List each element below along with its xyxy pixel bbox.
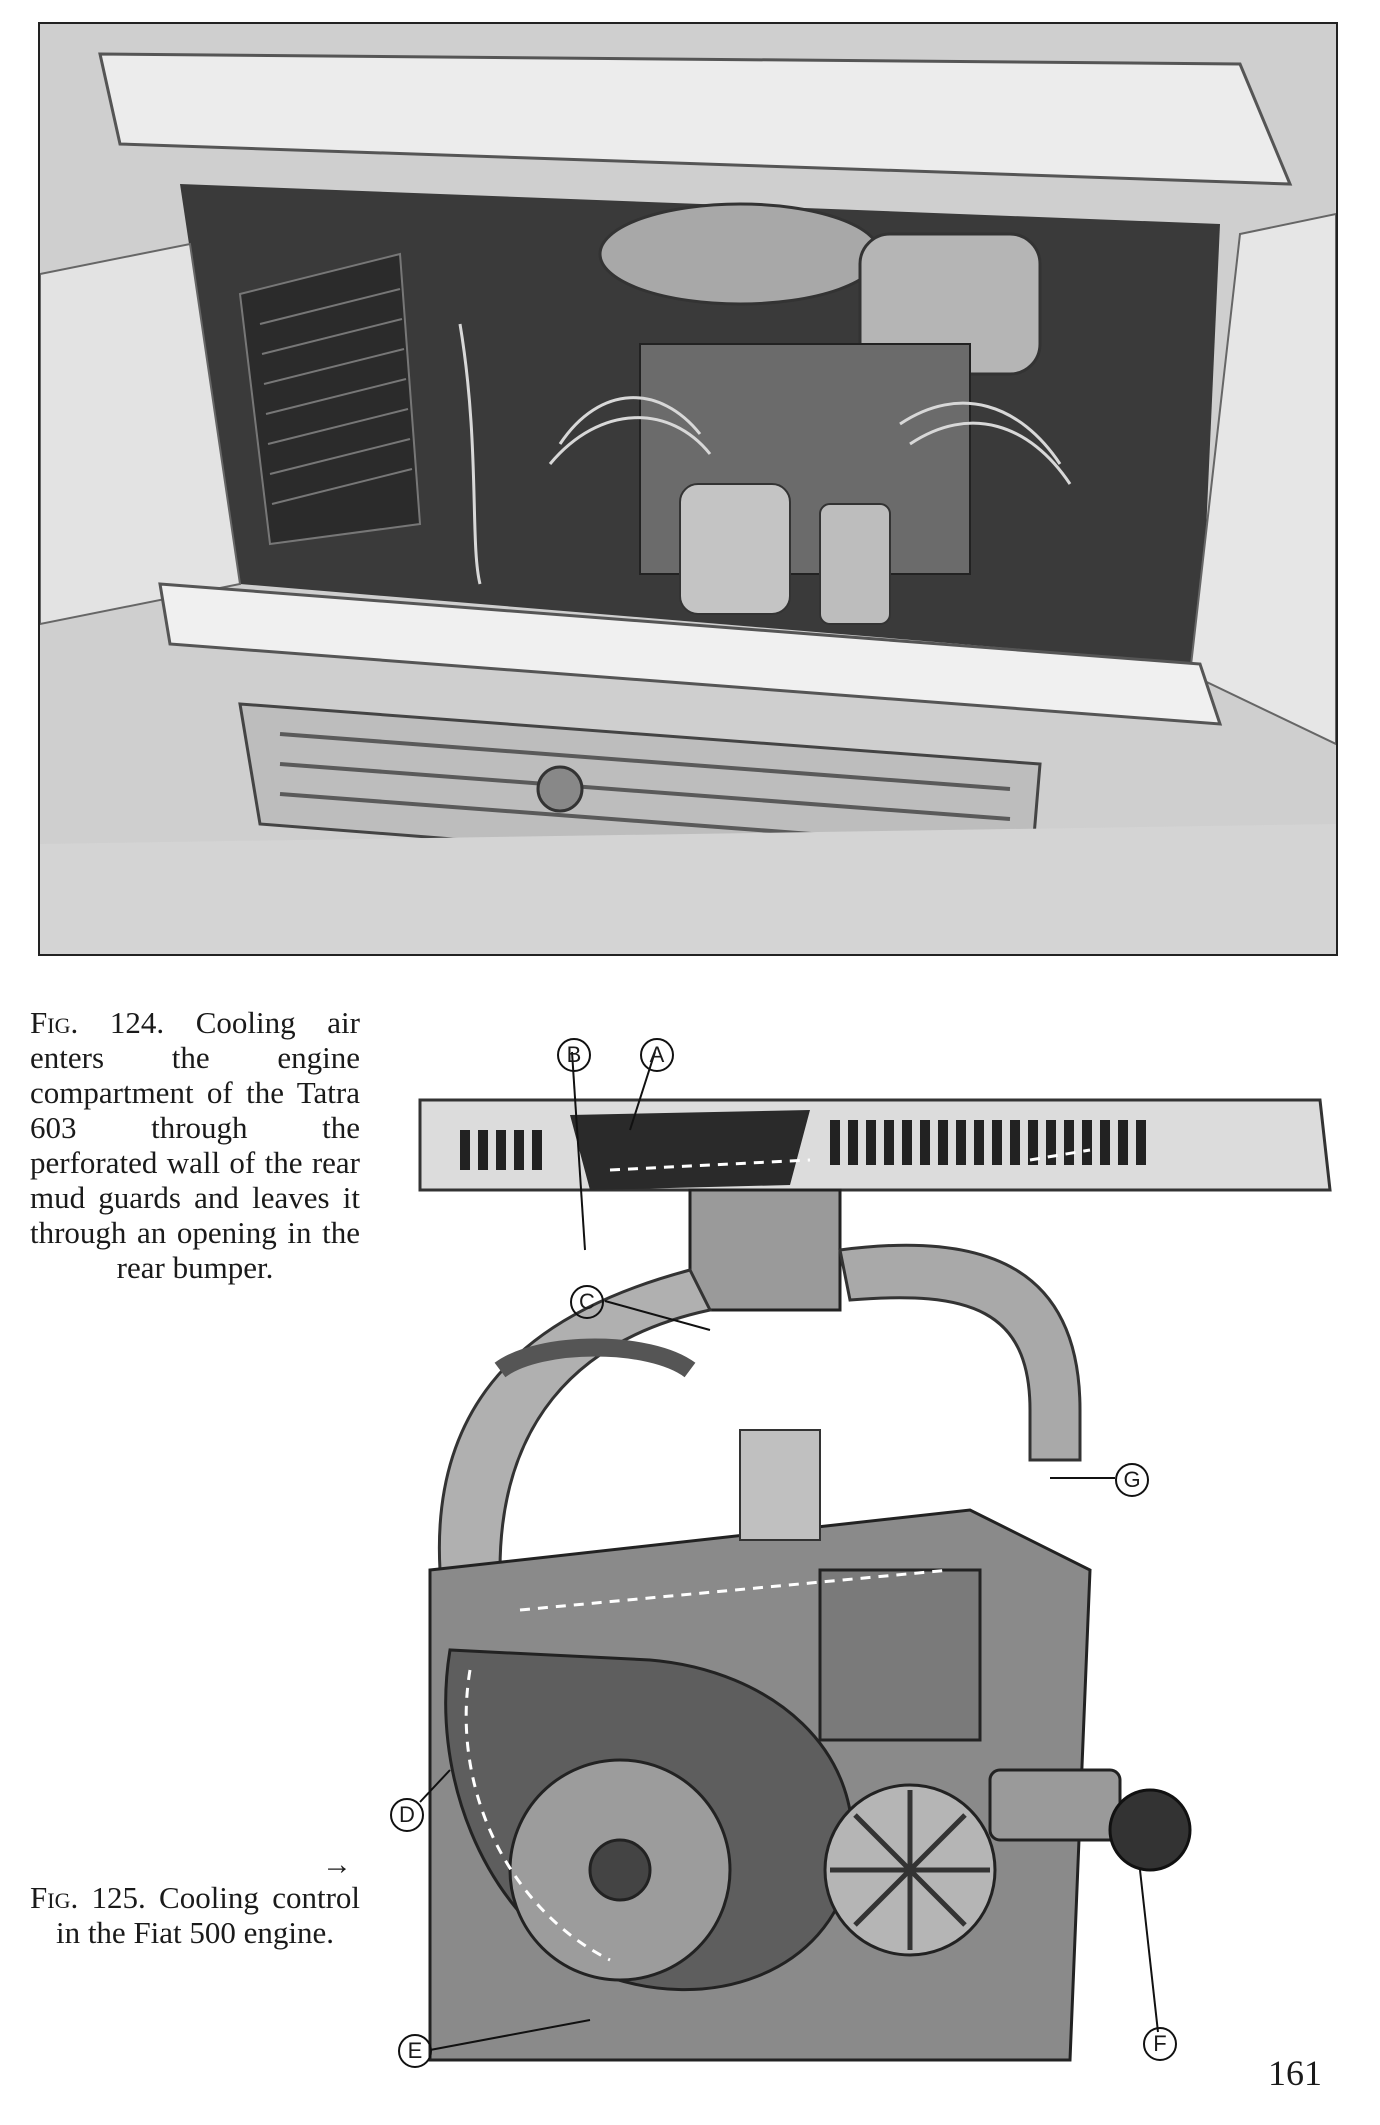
callout-a	[640, 1038, 674, 1072]
callout-c-label: C	[579, 1289, 595, 1314]
callout-d-label: D	[399, 1802, 415, 1827]
arrow-right-icon: →	[322, 1848, 352, 1881]
page-number: 161	[1268, 2053, 1322, 2093]
fiat-engine-diagram	[390, 1010, 1350, 2080]
figure-125-caption	[30, 1880, 360, 1950]
callout-g-label: G	[1123, 1467, 1141, 1492]
callout-d	[390, 1798, 424, 1832]
callout-f-label: F	[1153, 2031, 1167, 2056]
callout-f	[1143, 2027, 1177, 2061]
figure-124-prefix: Fig.	[30, 1005, 79, 1040]
callout-b-label: B	[566, 1042, 582, 1067]
callout-b	[557, 1038, 591, 1072]
tatra-engine-photo	[38, 22, 1338, 956]
figure-125-prefix: Fig.	[30, 1880, 79, 1915]
callout-e	[398, 2034, 432, 2068]
callout-a-label: A	[649, 1042, 665, 1067]
figure-124-text: 124. Cooling air enters the engine compartment of the Tatra 603 through the perforated wall of the rear mud guards and leaves it through an opening in the rear bumper.	[30, 1005, 360, 1285]
figure-125-text: 125. Cooling control in the Fiat 500 engine.	[55, 1880, 361, 1950]
figure-124-caption	[30, 1005, 360, 1285]
callout-c	[570, 1285, 604, 1319]
callout-e-label: E	[407, 2038, 423, 2063]
callout-g	[1115, 1463, 1149, 1497]
